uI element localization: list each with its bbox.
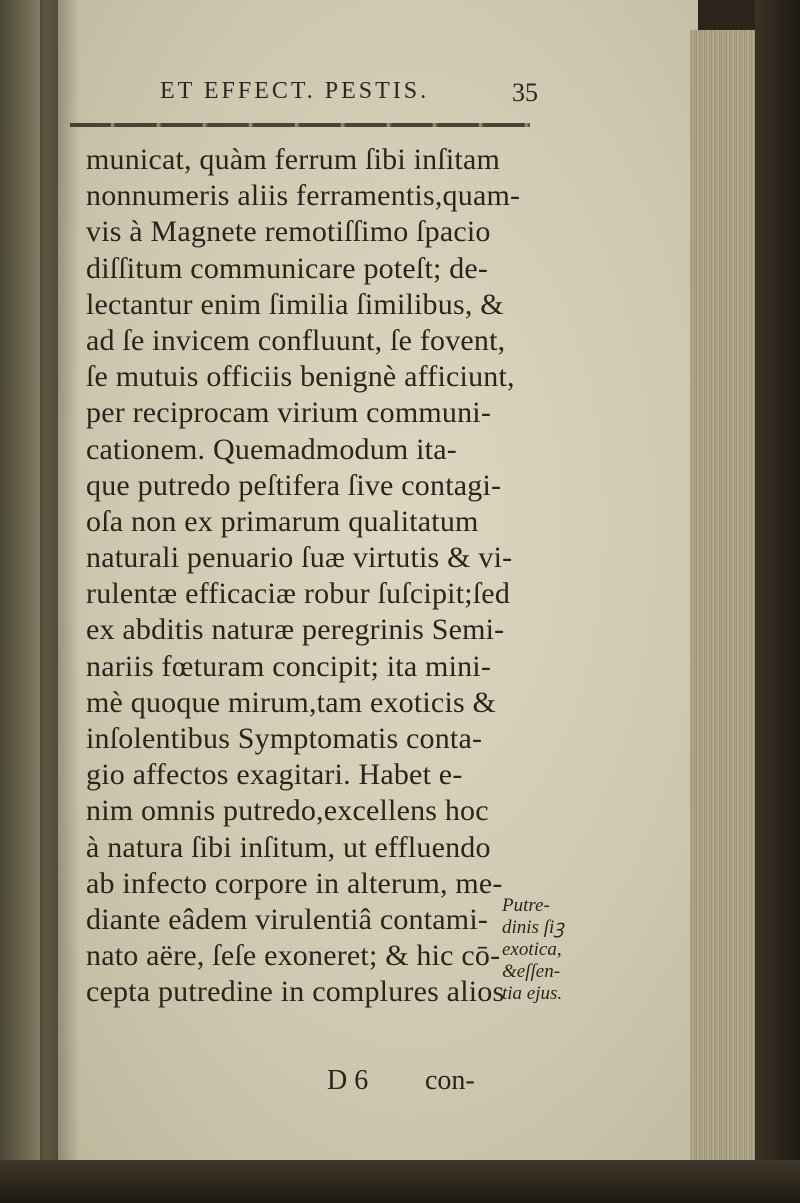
text-line: cationem. Quemadmodum ita- [86,432,457,466]
book-cover-edge [755,0,800,1203]
text-line: oſa non ex primarum qualitatum [86,504,479,538]
text-line: nariis fœturam concipit; ita mini- [86,649,492,683]
page-stack-edge [690,30,760,1160]
text-line: ex abditis naturæ peregrinis Semi- [86,613,505,647]
text-line: gio affectos exagitari. Habet e- [86,758,463,792]
body-text [86,142,556,1011]
text-line: naturali penuario ſuæ virtutis & vi- [86,541,513,575]
text-line: cepta putredine in complures alios [86,975,505,1009]
text-line: rulentæ efficaciæ robur ſuſcipit;ſed [86,577,511,611]
signature-mark: D 6 [327,1065,369,1096]
text-line: diſſitum communicare poteſt; de- [86,251,489,285]
marginal-note-line: Putre- [502,895,550,916]
marginal-note-line: exotica, [502,939,562,960]
bottom-shadow [0,1160,800,1203]
page-number: 35 [512,78,538,107]
marginal-note-line: tia ejus. [502,983,563,1004]
text-line: vis à Magnete remotiſſimo ſpacio [86,215,491,249]
text-line: municat, quàm ferrum ſibi inſitam [86,143,501,176]
gutter-shadow [40,0,80,1203]
text-line: lectantur enim ſimilia ſimilibus, & [86,287,504,321]
text-line: mè quoque mirum,tam exoticis & [86,685,497,719]
text-line: que putredo peſtifera ſive contagi- [86,468,502,502]
text-line: ſe mutuis officiis benignè afficiunt, [86,360,515,394]
marginal-note-line: &eſſen- [502,961,561,982]
text-line: ad ſe invicem confluunt, ſe fovent, [86,323,506,357]
header-rule [70,123,530,127]
text-line: per reciprocam virium communi- [86,396,492,430]
text-line: nonnumeris aliis ferramentis,quam- [86,179,521,213]
marginal-note [502,895,652,1005]
text-line: à natura ſibi inſitum, ut effluendo [86,830,491,864]
text-line: nim omnis putredo,excellens hoc [86,794,489,828]
running-header: ET EFFECT. PESTIS. [160,78,430,104]
text-line: ab infecto corpore in alterum, me- [86,866,503,900]
text-line: nato aëre, ſeſe exoneret; & hic cō- [86,939,501,973]
text-line: inſolentibus Symptomatis conta- [86,722,483,755]
catchword: con- [425,1065,475,1096]
marginal-note-line: dinis ſiꝫ [502,917,564,938]
text-line: diante eâdem virulentiâ contami- [86,902,489,936]
